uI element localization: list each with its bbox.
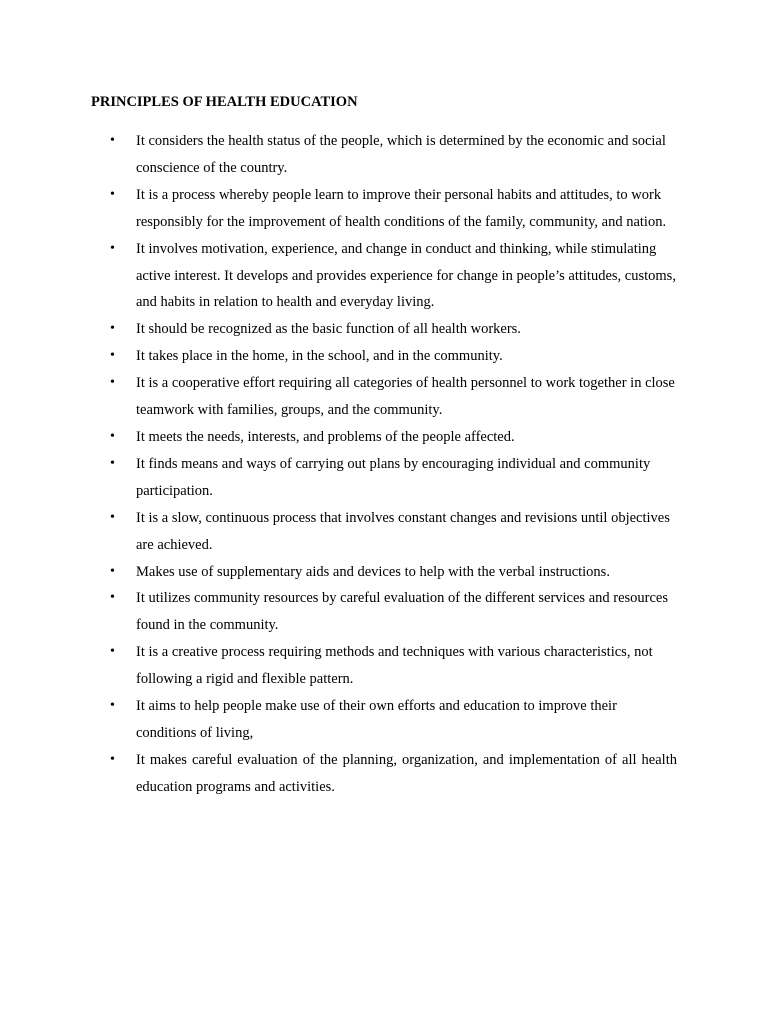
list-item [110, 693, 677, 747]
list-item [110, 747, 677, 801]
list-item [110, 236, 677, 317]
list-item-text: It utilizes community resources by careful evaluation of the different services and resources found in the community. [136, 590, 669, 634]
bullet-icon: • [110, 455, 115, 471]
list-item-text: It makes careful evaluation of the planning, organization, and implementation of all health education programs and activities. [136, 751, 677, 795]
bullet-icon: • [110, 133, 115, 148]
bullet-icon: • [110, 698, 115, 714]
bullet-icon: • [110, 321, 115, 337]
list-item-text: It should be recognized as the basic function of all health workers. [136, 321, 521, 338]
bullet-icon: • [110, 240, 115, 256]
list-item [110, 370, 677, 424]
page-title: PRINCIPLES OF HEALTH EDUCATION [91, 94, 358, 110]
list-item [110, 451, 677, 505]
list-item-text: It meets the needs, interests, and problems of the people affected. [136, 428, 515, 445]
bullet-icon: • [110, 348, 115, 364]
bullet-icon: • [110, 428, 115, 444]
list-item [110, 316, 677, 343]
list-item [110, 505, 677, 559]
list-item-text: It is a process whereby people learn to improve their personal habits and attitudes, to work responsibly for the improvement of health conditions of the family, community, and nation. [136, 186, 667, 230]
list-item [110, 343, 677, 370]
bullet-icon: • [110, 563, 115, 579]
list-item [110, 128, 677, 182]
bullet-icon: • [110, 644, 115, 660]
list-item-text: It is a slow, continuous process that involves constant changes and revisions until objectives are achieved. [136, 509, 670, 553]
list-item-text: It considers the health status of the people, which is determined by the economic and social conscience of the country. [136, 133, 666, 176]
bullet-icon: • [110, 751, 115, 767]
bullet-icon: • [110, 375, 115, 391]
list-item-text: It involves motivation, experience, and change in conduct and thinking, while stimulating active interest. It develops and provides experience for change in people’s attitudes, customs, and habits in relation to health and everyday living. [136, 240, 676, 311]
list-item-text: Makes use of supplementary aids and devices to help with the verbal instructions. [136, 563, 610, 580]
list-item-text: It is a cooperative effort requiring all categories of health personnel to work together in close teamwork with families, groups, and the community. [136, 375, 675, 419]
bullet-icon: • [110, 186, 115, 202]
list-item [110, 182, 677, 236]
principles-list [110, 128, 677, 801]
list-item-text: It finds means and ways of carrying out plans by encouraging individual and community participation. [136, 455, 651, 499]
bullet-icon: • [110, 590, 115, 606]
list-item-text: It aims to help people make use of their own efforts and education to improve their conditions of living, [136, 698, 617, 741]
list-item [110, 639, 677, 693]
list-item-text: It is a creative process requiring methods and techniques with various characteristics, not following a rigid and flexible pattern. [136, 644, 653, 688]
bullet-icon: • [110, 509, 115, 525]
list-item [110, 424, 677, 451]
list-item-text: It takes place in the home, in the school, and in the community. [136, 348, 503, 365]
list-item [110, 585, 677, 639]
list-item [110, 559, 677, 586]
